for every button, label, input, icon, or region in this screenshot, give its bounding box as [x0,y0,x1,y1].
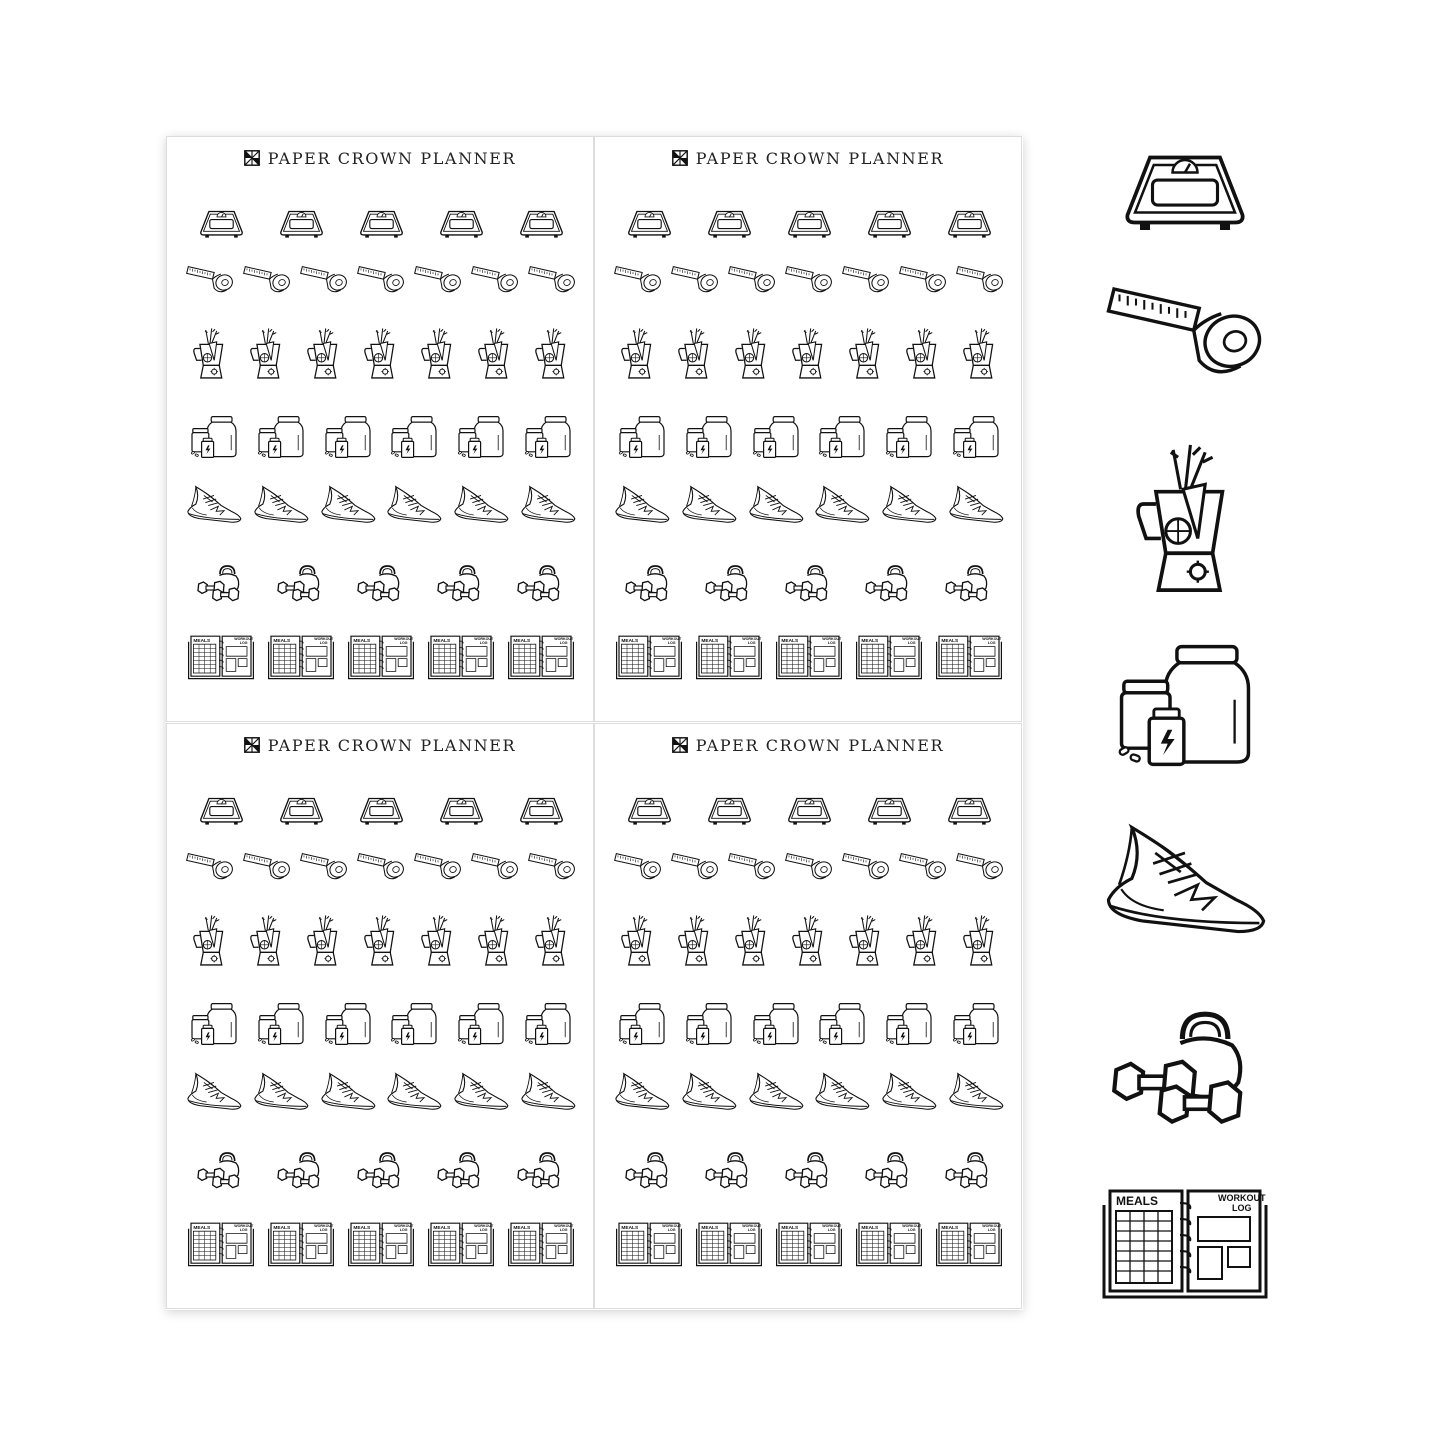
tape-measure-icon [613,262,663,298]
sticker-row [181,563,581,605]
supplements-icon [522,414,574,460]
weights-icon [276,563,326,605]
blender-icon [303,912,345,970]
weights-icon [196,1150,246,1192]
tape-measure-icon [527,262,577,298]
brand-name: PAPER CROWN PLANNER [267,735,517,755]
blender-icon [902,325,944,383]
planner-icon [695,1219,763,1269]
sneaker-icon [880,1069,938,1114]
sneaker-icon [813,1069,871,1114]
scale-icon [702,207,757,243]
tape-measure-icon [242,262,292,298]
scale-icon [354,207,409,243]
blender-icon [360,912,402,970]
brand-header [167,734,593,756]
scale-icon [274,794,329,830]
sneaker-icon [385,482,443,527]
blender-icon [417,325,459,383]
blender-icon [360,325,402,383]
weights-icon [784,1150,834,1192]
blender-icon [845,912,887,970]
sneaker-icon [680,1069,738,1114]
brand-name: PAPER CROWN PLANNER [695,735,945,755]
scale-icon [622,794,677,830]
planner-icon [855,632,923,682]
scale-icon [782,207,837,243]
supplements-icon [683,414,735,460]
crown-pinwheel-logo-icon [672,737,688,753]
tape-measure-icon [413,262,463,298]
supplements-icon [950,1001,1002,1047]
blender-icon [417,912,459,970]
tape-measure-icon [784,262,834,298]
sticker-row [609,794,1009,830]
tape-measure-icon [841,849,891,885]
sticker-row [609,414,1009,460]
supplements-icon [322,1001,374,1047]
weights-icon [704,1150,754,1192]
scale-icon [434,794,489,830]
blender-icon [1100,440,1270,600]
blender-icon [531,912,573,970]
sneaker-icon [452,482,510,527]
sneaker-icon [947,482,1005,527]
sneaker-icon [613,1069,671,1114]
tape-measure-icon [1100,278,1270,388]
supplements-icon [816,414,868,460]
weights-icon [624,563,674,605]
scale-icon [782,794,837,830]
blender-icon [189,912,231,970]
sneaker-icon [519,1069,577,1114]
weights-icon [196,563,246,605]
weights-icon [436,563,486,605]
sticker-panel [166,136,594,722]
crown-pinwheel-logo-icon [244,737,260,753]
blender-icon [303,325,345,383]
sticker-row [609,632,1009,682]
sticker-row [609,325,1009,383]
sticker-row [609,482,1009,527]
sneaker-icon [680,482,738,527]
weights-icon [864,563,914,605]
supplements-icon [883,1001,935,1047]
blender-icon [617,325,659,383]
supplements-icon [322,414,374,460]
tape-measure-icon [727,262,777,298]
scale-icon [862,207,917,243]
blender-icon [788,325,830,383]
sticker-row [181,1001,581,1047]
sticker-row [609,262,1009,298]
tape-measure-icon [613,849,663,885]
sneaker-icon [519,482,577,527]
sneaker-icon [319,482,377,527]
sticker-row [181,207,581,243]
sticker-row [181,325,581,383]
scale-icon [514,794,569,830]
sticker-row [609,207,1009,243]
weights-icon [1100,1000,1270,1140]
sticker-row [609,563,1009,605]
tape-measure-icon [727,849,777,885]
scale-icon [514,207,569,243]
planner-icon [615,632,683,682]
planner-icon [695,632,763,682]
blender-icon [189,325,231,383]
tape-measure-icon [299,849,349,885]
sticker-row [181,1069,581,1114]
scale-icon [194,794,249,830]
sticker-row [181,482,581,527]
planner-icon [507,632,575,682]
sticker-row [609,849,1009,885]
brand-name: PAPER CROWN PLANNER [267,148,517,168]
tape-measure-icon [299,262,349,298]
sticker-row [181,414,581,460]
tape-measure-icon [470,849,520,885]
supplements-icon [455,1001,507,1047]
supplements-icon [750,414,802,460]
blender-icon [474,912,516,970]
tape-measure-icon [898,262,948,298]
scale-icon [274,207,329,243]
sneaker-icon [613,482,671,527]
planner-icon [615,1219,683,1269]
sticker-row [181,632,581,682]
planner-icon [935,632,1003,682]
planner-icon [1100,1178,1270,1308]
sneaker-icon [185,1069,243,1114]
blender-icon [788,912,830,970]
tape-measure-icon [527,849,577,885]
sticker-row [609,1001,1009,1047]
scale-icon [622,207,677,243]
sneaker-icon [747,482,805,527]
tape-measure-icon [670,262,720,298]
supplements-icon [750,1001,802,1047]
sticker-row [609,1150,1009,1192]
scale-icon [942,794,997,830]
scale-icon [194,207,249,243]
planner-icon [935,1219,1003,1269]
sneaker-icon [747,1069,805,1114]
sneaker-icon [185,482,243,527]
supplements-icon [388,414,440,460]
tape-measure-icon [185,262,235,298]
planner-icon [427,1219,495,1269]
blender-icon [617,912,659,970]
sneaker-icon [319,1069,377,1114]
planner-icon [347,632,415,682]
sneaker-icon [452,1069,510,1114]
weights-icon [356,1150,406,1192]
planner-icon [507,1219,575,1269]
weights-icon [436,1150,486,1192]
planner-icon [187,632,255,682]
sticker-row [181,849,581,885]
scale-icon [942,207,997,243]
supplements-icon [816,1001,868,1047]
blender-icon [674,325,716,383]
sticker-row [181,912,581,970]
sticker-row [181,1150,581,1192]
crown-pinwheel-logo-icon [672,150,688,166]
sneaker-icon [1100,812,1270,947]
sticker-row [609,1219,1009,1269]
supplements-icon [883,414,935,460]
tape-measure-icon [242,849,292,885]
scale-icon [862,794,917,830]
sneaker-icon [813,482,871,527]
blender-icon [246,325,288,383]
supplements-icon [255,1001,307,1047]
tape-measure-icon [955,262,1005,298]
supplements-icon [683,1001,735,1047]
weights-icon [944,1150,994,1192]
brand-header [167,147,593,169]
planner-icon [267,632,335,682]
weights-icon [784,563,834,605]
weights-icon [516,1150,566,1192]
crown-pinwheel-logo-icon [244,150,260,166]
weights-icon [356,563,406,605]
tape-measure-icon [784,849,834,885]
brand-header [595,734,1021,756]
tape-measure-icon [670,849,720,885]
tape-measure-icon [185,849,235,885]
weights-icon [944,563,994,605]
scale-icon [434,207,489,243]
supplements-icon [1100,640,1270,770]
sticker-panel [594,136,1022,722]
tape-measure-icon [955,849,1005,885]
tape-measure-icon [470,262,520,298]
supplements-icon [616,414,668,460]
supplements-icon [522,1001,574,1047]
blender-icon [845,325,887,383]
sticker-row [609,1069,1009,1114]
sticker-row [181,262,581,298]
scale-icon [354,794,409,830]
sticker-row [181,1219,581,1269]
planner-icon [267,1219,335,1269]
supplements-icon [188,414,240,460]
brand-header [595,147,1021,169]
blender-icon [246,912,288,970]
planner-icon [187,1219,255,1269]
sticker-panel [594,723,1022,1309]
blender-icon [902,912,944,970]
sneaker-icon [880,482,938,527]
planner-icon [427,632,495,682]
supplements-icon [950,414,1002,460]
sneaker-icon [252,482,310,527]
blender-icon [959,325,1001,383]
tape-measure-icon [841,262,891,298]
blender-icon [959,912,1001,970]
blender-icon [731,325,773,383]
planner-icon [775,1219,843,1269]
planner-icon [775,632,843,682]
supplements-icon [188,1001,240,1047]
sticker-row [609,912,1009,970]
supplements-icon [616,1001,668,1047]
weights-icon [624,1150,674,1192]
scale-icon [1100,145,1270,245]
scale-icon [702,794,757,830]
supplements-icon [255,414,307,460]
sneaker-icon [385,1069,443,1114]
blender-icon [474,325,516,383]
blender-icon [731,912,773,970]
sneaker-icon [252,1069,310,1114]
weights-icon [864,1150,914,1192]
supplements-icon [388,1001,440,1047]
sticker-sheet [166,136,1023,1310]
tape-measure-icon [413,849,463,885]
blender-icon [674,912,716,970]
sneaker-icon [947,1069,1005,1114]
tape-measure-icon [356,849,406,885]
sticker-row [181,794,581,830]
weights-icon [704,563,754,605]
blender-icon [531,325,573,383]
planner-icon [855,1219,923,1269]
supplements-icon [455,414,507,460]
brand-name: PAPER CROWN PLANNER [695,148,945,168]
tape-measure-icon [356,262,406,298]
tape-measure-icon [898,849,948,885]
sticker-panel [166,723,594,1309]
weights-icon [276,1150,326,1192]
weights-icon [516,563,566,605]
planner-icon [347,1219,415,1269]
